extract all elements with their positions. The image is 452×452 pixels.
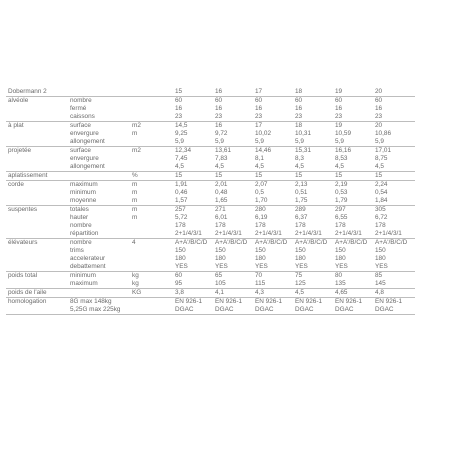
size-value-cell: A+A'/B/C/D (335, 239, 375, 248)
size-value-cell: 19 (335, 122, 375, 131)
size-value-cell: 23 (295, 113, 303, 120)
row-spacer (148, 122, 175, 131)
size-value-cell: 14,5 (175, 122, 215, 131)
size-value-cell: 4,5 (375, 163, 384, 170)
size-value-cell: 180 (295, 255, 306, 262)
size-value-cell: 23 (375, 113, 383, 120)
size-value-cell: 5,9 (335, 138, 344, 145)
row-param-label: nombre (70, 222, 92, 229)
size-value-cell: 60 (375, 97, 415, 106)
size-value-cell: 23 (175, 113, 183, 120)
table-row (6, 255, 415, 263)
size-value-cell: 10,31 (295, 130, 311, 137)
row-param-label (70, 289, 132, 298)
size-value-cell: 65 (215, 272, 255, 281)
size-value-cell: 23 (215, 113, 223, 120)
row-group-label (6, 280, 70, 289)
size-value-cell: 16 (295, 105, 303, 112)
row-spacer (148, 130, 175, 138)
row-param-label: répartition (70, 230, 99, 237)
size-value-cell: 178 (295, 222, 306, 229)
size-value-cell: EN 926-1 (175, 298, 215, 307)
size-value-cell: 297 (335, 206, 375, 215)
size-value-cell: DGAC (295, 306, 335, 315)
spec-table (6, 88, 415, 315)
table-row (6, 230, 415, 239)
size-value-cell: 6,01 (215, 214, 228, 221)
size-value-cell: 0,48 (215, 189, 228, 196)
spec-table-body (6, 88, 415, 315)
size-value-cell: 150 (255, 247, 266, 254)
size-value-cell: 4,5 (175, 163, 184, 170)
row-param-label: surface (70, 147, 132, 156)
row-param-label: 5,25G max 225kg (70, 306, 132, 315)
size-value-cell: 0,46 (175, 189, 188, 196)
row-unit (132, 247, 148, 255)
row-unit (132, 255, 148, 263)
row-param-label: trims (70, 247, 84, 254)
size-value-cell: 4,5 (295, 289, 335, 298)
size-value-cell: YES (335, 263, 348, 270)
size-value-cell: 0,51 (295, 189, 308, 196)
row-param-label: envergure (70, 155, 99, 162)
size-value-cell: 5,9 (375, 138, 384, 145)
row-group-label: homologation (6, 298, 70, 307)
table-row (6, 113, 415, 122)
row-unit: KG (132, 289, 148, 298)
row-param-label: totales (70, 206, 132, 215)
row-group-label (6, 230, 70, 239)
size-value-cell: 1,79 (335, 197, 348, 204)
row-param-label: caissons (70, 113, 95, 120)
size-value-cell: 4,3 (255, 289, 295, 298)
size-value-cell: 17,01 (375, 147, 415, 156)
row-unit: kg (132, 272, 148, 281)
row-param-label: fermé (70, 105, 87, 112)
row-spacer (148, 197, 175, 206)
size-value-cell: 5,9 (295, 138, 304, 145)
row-unit: m (132, 214, 138, 221)
size-value-cell: 16,16 (335, 147, 375, 156)
row-param-label: nombre (70, 97, 132, 106)
size-value-cell: 4,1 (215, 289, 255, 298)
size-value-cell: 145 (375, 280, 386, 287)
row-param-label: accelerateur (70, 255, 106, 262)
size-value-cell: 75 (295, 272, 335, 281)
row-param-label: nombre (70, 239, 132, 248)
size-value-cell: 150 (175, 247, 186, 254)
size-value-cell: 20 (375, 122, 415, 131)
header-row (6, 88, 415, 97)
row-group-label: suspentes (6, 206, 70, 215)
row-unit: m (132, 130, 138, 137)
size-value-cell: DGAC (255, 306, 295, 315)
table-row (6, 214, 415, 222)
size-value-cell: 10,02 (255, 130, 271, 137)
size-value-cell: 5,9 (255, 138, 264, 145)
row-group-label: projetée (6, 147, 70, 156)
size-value-cell: 13,61 (215, 147, 255, 156)
size-value-cell: 180 (375, 255, 386, 262)
size-value-cell: 2+1/4/3/1 (175, 230, 202, 237)
row-param-label: minimum (70, 189, 96, 196)
row-unit (132, 298, 148, 307)
size-value-cell: 180 (335, 255, 346, 262)
size-value-cell: 15 (375, 172, 415, 181)
size-value-cell: 1,65 (215, 197, 228, 204)
size-value-cell: 257 (175, 206, 215, 215)
size-value-cell: 15 (295, 172, 335, 181)
row-spacer (148, 298, 175, 307)
row-unit (132, 97, 148, 106)
row-group-label: aplatissement (6, 172, 70, 181)
row-group-label (6, 263, 70, 272)
row-param-label: allongement (70, 163, 105, 170)
size-value-cell: 8,53 (335, 155, 348, 162)
size-value-cell: DGAC (175, 306, 215, 315)
size-value-cell: A+A'/B/C/D (375, 239, 415, 248)
row-spacer (148, 247, 175, 255)
size-value-cell: 2+1/4/3/1 (295, 230, 322, 237)
row-spacer (148, 230, 175, 239)
table-row (6, 105, 415, 113)
size-value-cell: 60 (335, 97, 375, 106)
size-value-cell: 280 (255, 206, 295, 215)
row-unit: m2 (132, 122, 148, 131)
size-value-cell: 2,24 (375, 181, 415, 190)
size-value-cell: 16 (255, 105, 263, 112)
table-row (6, 163, 415, 172)
row-param-label: surface (70, 122, 132, 131)
size-value-cell: 178 (215, 222, 226, 229)
size-value-cell: YES (215, 263, 228, 270)
row-group-label: à plat (6, 122, 70, 131)
row-group-label (6, 163, 70, 172)
size-value-cell: 15 (215, 172, 255, 181)
row-param-label: maximum (70, 181, 132, 190)
row-group-label: corde (6, 181, 70, 190)
size-value-cell: 10,59 (335, 130, 351, 137)
row-unit (132, 263, 148, 272)
size-value-cell: 180 (255, 255, 266, 262)
size-value-cell: 15 (335, 172, 375, 181)
row-unit (132, 222, 148, 230)
row-spacer (148, 206, 175, 215)
size-value-cell: 180 (175, 255, 186, 262)
size-value-cell: 60 (255, 97, 295, 106)
size-value-cell: EN 926-1 (215, 298, 255, 307)
size-value-cell: 1,70 (255, 197, 268, 204)
row-spacer (148, 97, 175, 106)
size-value-cell: 8,1 (255, 155, 264, 162)
size-value-cell: 178 (375, 222, 386, 229)
size-value-cell: 178 (335, 222, 346, 229)
row-group-label (6, 306, 70, 315)
row-unit: % (132, 172, 148, 181)
size-value-cell: 6,19 (255, 214, 268, 221)
size-value-cell: 0,5 (255, 189, 264, 196)
row-unit: 4 (132, 239, 148, 248)
row-param-label: hauter (70, 214, 89, 221)
row-unit: m (132, 197, 138, 204)
size-header: 19 (335, 88, 343, 95)
row-spacer (148, 306, 175, 315)
row-group-label: alvéole (6, 97, 70, 106)
row-group-label (6, 113, 70, 122)
row-spacer (148, 239, 175, 248)
table-row (6, 206, 415, 215)
size-value-cell: A+A'/B/C/D (255, 239, 295, 248)
row-group-label (6, 105, 70, 113)
table-row (6, 197, 415, 206)
size-value-cell: 12,34 (175, 147, 215, 156)
size-value-cell: 105 (215, 280, 226, 287)
size-value-cell: 1,57 (175, 197, 188, 204)
table-row (6, 122, 415, 131)
row-spacer (148, 181, 175, 190)
row-param-label: envergure (70, 130, 99, 137)
table-row (6, 181, 415, 190)
size-value-cell: 4,5 (255, 163, 264, 170)
row-group-label: élévateurs (6, 239, 70, 248)
table-row (6, 147, 415, 156)
table-row (6, 263, 415, 272)
size-value-cell: 2,19 (335, 181, 375, 190)
size-value-cell: YES (255, 263, 268, 270)
table-row (6, 247, 415, 255)
size-value-cell: 23 (335, 113, 343, 120)
size-value-cell: 115 (255, 280, 266, 287)
size-value-cell: 2+1/4/3/1 (335, 230, 362, 237)
table-row (6, 306, 415, 315)
size-value-cell: 4,65 (335, 289, 375, 298)
size-value-cell: 60 (175, 97, 215, 106)
table-row (6, 97, 415, 106)
table-row (6, 280, 415, 289)
size-value-cell: EN 926-1 (375, 298, 415, 307)
size-value-cell: EN 926-1 (295, 298, 335, 307)
size-header: 15 (175, 88, 183, 95)
size-value-cell: YES (375, 263, 388, 270)
size-value-cell: 178 (175, 222, 186, 229)
row-spacer (148, 189, 175, 197)
row-group-label (6, 214, 70, 222)
row-unit (132, 113, 148, 122)
size-value-cell: DGAC (375, 306, 415, 315)
size-value-cell: 23 (255, 113, 263, 120)
size-header: 20 (375, 88, 383, 95)
size-value-cell: 5,9 (175, 138, 184, 145)
size-value-cell: 8,3 (295, 155, 304, 162)
size-value-cell: 5,72 (175, 214, 188, 221)
row-spacer (148, 289, 175, 298)
row-spacer (148, 172, 175, 181)
size-value-cell: 150 (295, 247, 306, 254)
table-row (6, 130, 415, 138)
size-value-cell: 305 (375, 206, 415, 215)
size-value-cell: 2,07 (255, 181, 295, 190)
row-param-label: 8G max 148kg (70, 298, 132, 307)
header-cell (132, 88, 148, 97)
size-value-cell: 4,5 (335, 163, 344, 170)
row-group-label: poids de l'aile (6, 289, 70, 298)
row-unit: m (132, 206, 148, 215)
size-header: 17 (255, 88, 263, 95)
table-row (6, 189, 415, 197)
row-spacer (148, 147, 175, 156)
row-spacer (148, 155, 175, 163)
size-value-cell: 2+1/4/3/1 (375, 230, 402, 237)
table-row (6, 222, 415, 230)
row-param-label (70, 172, 132, 181)
size-value-cell: EN 926-1 (335, 298, 375, 307)
row-unit: m2 (132, 147, 148, 156)
row-spacer (148, 105, 175, 113)
size-value-cell: DGAC (335, 306, 375, 315)
size-value-cell: 80 (335, 272, 375, 281)
row-group-label (6, 189, 70, 197)
size-value-cell: 150 (335, 247, 346, 254)
size-value-cell: EN 926-1 (255, 298, 295, 307)
size-value-cell: 135 (335, 280, 346, 287)
size-value-cell: 0,53 (335, 189, 348, 196)
table-row (6, 272, 415, 281)
size-value-cell: 1,91 (175, 181, 215, 190)
row-group-label (6, 255, 70, 263)
row-spacer (148, 113, 175, 122)
table-row (6, 239, 415, 248)
size-value-cell: 6,55 (335, 214, 348, 221)
size-value-cell: DGAC (215, 306, 255, 315)
size-value-cell: YES (295, 263, 308, 270)
size-value-cell: 2+1/4/3/1 (215, 230, 242, 237)
size-value-cell: 7,45 (175, 155, 188, 162)
row-spacer (148, 163, 175, 172)
size-value-cell: 2+1/4/3/1 (255, 230, 282, 237)
size-value-cell: 60 (215, 97, 255, 106)
size-value-cell: 4,5 (215, 163, 224, 170)
row-spacer (148, 280, 175, 289)
row-group-label (6, 247, 70, 255)
size-value-cell: 10,86 (375, 130, 391, 137)
size-value-cell: 15,31 (295, 147, 335, 156)
size-value-cell: 15 (175, 172, 215, 181)
size-value-cell: 16 (175, 105, 183, 112)
size-value-cell: 1,84 (375, 197, 388, 204)
header-cell (70, 88, 132, 97)
table-row (6, 172, 415, 181)
size-header: 16 (215, 88, 223, 95)
row-unit (132, 105, 148, 113)
size-value-cell: 178 (255, 222, 266, 229)
row-unit (132, 230, 148, 239)
row-spacer (148, 214, 175, 222)
size-value-cell: 3,8 (175, 289, 215, 298)
size-value-cell: 150 (215, 247, 226, 254)
row-group-label (6, 155, 70, 163)
table-row (6, 155, 415, 163)
row-unit (132, 306, 148, 315)
size-value-cell: 70 (255, 272, 295, 281)
size-value-cell: 4,5 (295, 163, 304, 170)
row-unit (132, 155, 148, 163)
row-group-label (6, 138, 70, 147)
size-value-cell: 6,72 (375, 214, 388, 221)
size-value-cell: 18 (295, 122, 335, 131)
size-value-cell: 9,72 (215, 130, 228, 137)
size-value-cell: 289 (295, 206, 335, 215)
row-param-label: minimum (70, 272, 132, 281)
row-group-label (6, 197, 70, 206)
row-unit: kg (132, 280, 139, 287)
size-value-cell: 15 (255, 172, 295, 181)
row-spacer (148, 272, 175, 281)
size-value-cell: 6,37 (295, 214, 308, 221)
size-value-cell: 125 (295, 280, 306, 287)
size-value-cell: 60 (175, 272, 215, 281)
size-value-cell: A+A'/B/C/D (295, 239, 335, 248)
table-row (6, 298, 415, 307)
size-value-cell: 17 (255, 122, 295, 131)
size-value-cell: A+A'/B/C/D (215, 239, 255, 248)
size-value-cell: 150 (375, 247, 386, 254)
row-unit (132, 138, 148, 147)
size-value-cell: 180 (215, 255, 226, 262)
size-value-cell: 8,75 (375, 155, 388, 162)
table-row (6, 289, 415, 298)
size-value-cell: 16 (335, 105, 343, 112)
model-name: Dobermann 2 (8, 88, 47, 95)
row-param-label: allongement (70, 138, 105, 145)
size-value-cell: 7,83 (215, 155, 228, 162)
table-row (6, 138, 415, 147)
size-header: 18 (295, 88, 303, 95)
size-value-cell: 4,8 (375, 289, 415, 298)
row-unit: m (132, 189, 138, 196)
size-value-cell: 9,25 (175, 130, 188, 137)
size-value-cell: 2,01 (215, 181, 255, 190)
row-group-label: poids total (6, 272, 70, 281)
row-spacer (148, 222, 175, 230)
size-value-cell: 0,54 (375, 189, 388, 196)
row-spacer (148, 255, 175, 263)
size-value-cell: 16 (215, 105, 223, 112)
row-spacer (148, 263, 175, 272)
size-value-cell: 95 (175, 280, 183, 287)
row-unit (132, 163, 148, 172)
size-value-cell: 5,9 (215, 138, 224, 145)
row-param-label: debattement (70, 263, 106, 270)
size-value-cell: 16 (215, 122, 255, 131)
row-param-label: maximum (70, 280, 98, 287)
row-param-label: moyenne (70, 197, 97, 204)
size-value-cell: 271 (215, 206, 255, 215)
size-value-cell: 14,46 (255, 147, 295, 156)
header-cell (148, 88, 175, 97)
row-group-label (6, 130, 70, 138)
size-value-cell: YES (175, 263, 188, 270)
size-value-cell: A+A'/B/C/D (175, 239, 215, 248)
size-value-cell: 1,75 (295, 197, 308, 204)
row-group-label (6, 222, 70, 230)
row-unit: m (132, 181, 148, 190)
size-value-cell: 2,13 (295, 181, 335, 190)
size-value-cell: 60 (295, 97, 335, 106)
size-value-cell: 85 (375, 272, 415, 281)
size-value-cell: 16 (375, 105, 383, 112)
row-spacer (148, 138, 175, 147)
